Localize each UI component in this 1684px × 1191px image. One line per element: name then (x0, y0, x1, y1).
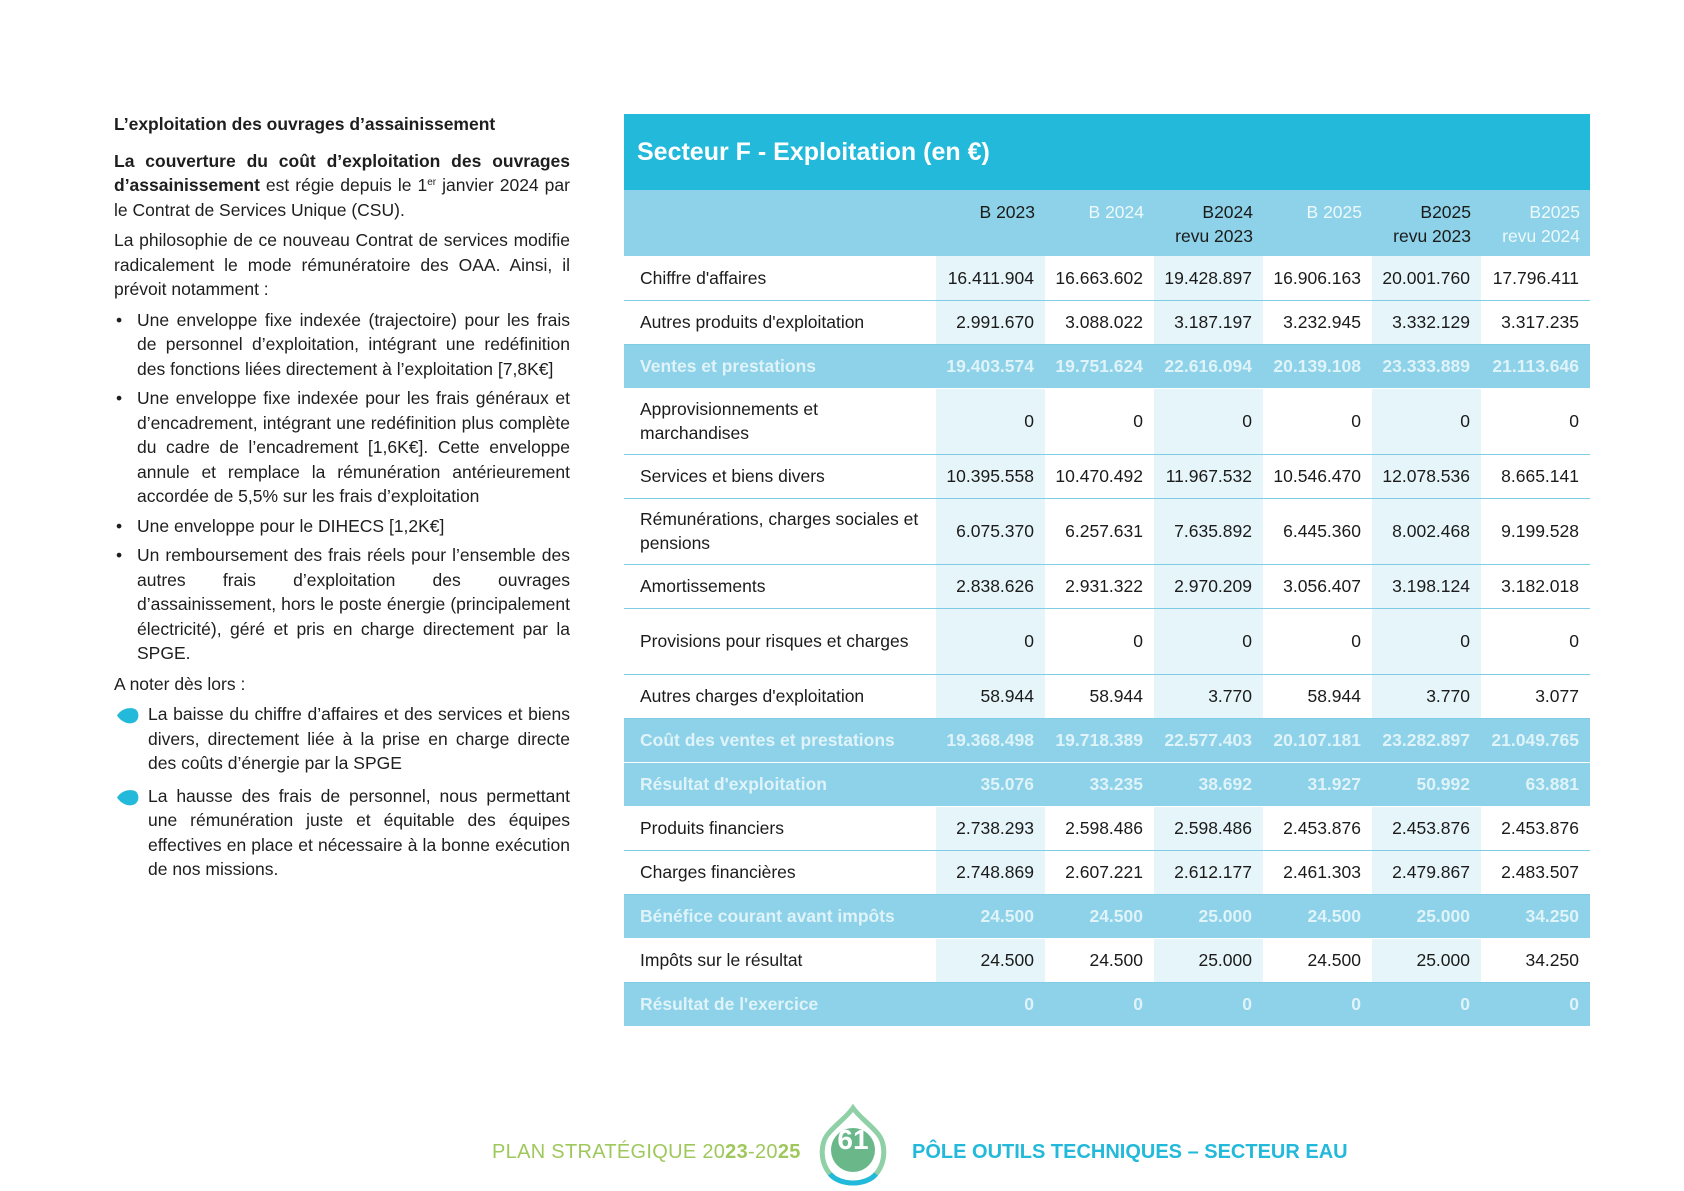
row-label: Bénéfice courant avant impôts (624, 894, 936, 938)
table-cell: 16.906.163 (1263, 256, 1372, 300)
table-total-row (624, 982, 1590, 1026)
column-header: B 2023 (979, 202, 1035, 222)
column-header: B 2024 (1088, 202, 1144, 222)
table-cell: 2.598.486 (1154, 806, 1263, 850)
table-cell: 6.075.370 (936, 498, 1045, 564)
table-cell: 24.500 (1045, 894, 1154, 938)
table-cell: 19.428.897 (1154, 256, 1263, 300)
note-item: La hausse des frais de personnel, nous permettant une rémunération juste et équitable des équipes effectives en place et nécessaire à la bonne exécution de nos missions. (114, 784, 570, 882)
table-cell: 38.692 (1154, 762, 1263, 806)
table-cell: 2.607.221 (1045, 850, 1154, 894)
header-corner (624, 190, 936, 256)
column-header: B 2025 (1306, 202, 1362, 222)
table-cell: 6.445.360 (1263, 498, 1372, 564)
table-cell: 0 (1481, 608, 1590, 674)
table-cell: 2.612.177 (1154, 850, 1263, 894)
table-row (624, 498, 1590, 564)
table-cell: 24.500 (1045, 938, 1154, 982)
table-row (624, 850, 1590, 894)
intro-text-a: est régie depuis le 1 (259, 175, 428, 195)
table-cell: 0 (1263, 388, 1372, 454)
table-cell: 8.665.141 (1481, 454, 1590, 498)
footer-section-title: PÔLE OUTILS TECHNIQUES – SECTEUR EAU (912, 1141, 1348, 1163)
table-cell: 2.748.869 (936, 850, 1045, 894)
table-cell: 0 (936, 608, 1045, 674)
row-label: Coût des ventes et prestations (624, 718, 936, 762)
table-cell: 34.250 (1481, 938, 1590, 982)
list-item: • Une enveloppe fixe indexée (trajectoire) pour les frais de personnel d’exploitation, intégrant une redéfinition des fonctions liées directement à l’exploitation [7,8K€] (116, 309, 570, 379)
table-cell: 0 (1154, 982, 1263, 1026)
row-label: Rémunérations, charges sociales et pensions (624, 498, 936, 564)
section-heading: L’exploitation des ouvrages d’assainissement (114, 114, 496, 134)
table-row (624, 938, 1590, 982)
table-cell: 25.000 (1154, 894, 1263, 938)
table-cell: 19.751.624 (1045, 344, 1154, 388)
table-cell: 6.257.631 (1045, 498, 1154, 564)
row-label: Autres charges d'exploitation (624, 674, 936, 718)
note-intro: A noter dès lors : (114, 673, 246, 694)
table-cell: 0 (1481, 388, 1590, 454)
table-cell: 0 (1263, 982, 1372, 1026)
table-cell: 20.107.181 (1263, 718, 1372, 762)
table-total-row (624, 762, 1590, 806)
table-total-row (624, 894, 1590, 938)
table-cell: 7.635.892 (1154, 498, 1263, 564)
table-cell: 0 (1263, 608, 1372, 674)
table-row (624, 454, 1590, 498)
column-header: B2025 revu 2024 (1502, 202, 1580, 246)
table-cell: 3.232.945 (1263, 300, 1372, 344)
table-cell: 33.235 (1045, 762, 1154, 806)
table-cell: 0 (1045, 608, 1154, 674)
table-cell: 0 (1045, 388, 1154, 454)
footer-plan-title: PLAN STRATÉGIQUE 2023-2025 (492, 1141, 801, 1163)
table-cell: 34.250 (1481, 894, 1590, 938)
left-text-column (114, 112, 570, 890)
table-cell: 3.770 (1154, 674, 1263, 718)
table-total-row (624, 718, 1590, 762)
row-label: Approvisionnements et marchandises (624, 388, 936, 454)
table-row (624, 674, 1590, 718)
table-cell: 20.001.760 (1372, 256, 1481, 300)
table-cell: 2.738.293 (936, 806, 1045, 850)
table-cell: 16.663.602 (1045, 256, 1154, 300)
exploitation-table (624, 190, 1590, 1027)
table-total-row (624, 344, 1590, 388)
row-label: Charges financières (624, 850, 936, 894)
row-label: Ventes et prestations (624, 344, 936, 388)
table-cell: 0 (1372, 608, 1481, 674)
water-drop-icon (116, 707, 140, 724)
intro-paragraph (114, 149, 570, 223)
row-label: Résultat d'exploitation (624, 762, 936, 806)
table-cell: 21.049.765 (1481, 718, 1590, 762)
table-cell: 25.000 (1154, 938, 1263, 982)
table-row (624, 256, 1590, 300)
table-cell: 24.500 (1263, 938, 1372, 982)
row-label: Produits financiers (624, 806, 936, 850)
notes-list (114, 702, 570, 882)
table-cell: 25.000 (1372, 894, 1481, 938)
bullet-icon: • (116, 388, 123, 408)
table-cell: 2.461.303 (1263, 850, 1372, 894)
table-cell: 0 (1372, 982, 1481, 1026)
table-cell: 11.967.532 (1154, 454, 1263, 498)
table-cell: 0 (1481, 982, 1590, 1026)
list-item: • Une enveloppe fixe indexée pour les frais généraux et d’encadrement, intégrant une redéfinition plus complète du cadre de l’encadrement [1,6K€]. Cette enveloppe annule et remplace la rémunération antérieurement accordée de 5,5% sur les frais d’exploitation (116, 388, 570, 506)
table-cell: 2.453.876 (1372, 806, 1481, 850)
table-row (624, 608, 1590, 674)
table-cell: 10.470.492 (1045, 454, 1154, 498)
table-row (624, 388, 1590, 454)
table-cell: 3.077 (1481, 674, 1590, 718)
table-cell: 3.182.018 (1481, 564, 1590, 608)
exploitation-table-panel (624, 114, 1590, 1027)
intro-bold-text: La couverture du coût d’exploitation des ouvrages d’assainissement (114, 150, 570, 195)
row-label: Autres produits d'exploitation (624, 300, 936, 344)
row-label: Services et biens divers (624, 454, 936, 498)
table-cell: 3.198.124 (1372, 564, 1481, 608)
water-drop-icon (116, 789, 140, 806)
table-row (624, 300, 1590, 344)
table-cell: 2.931.322 (1045, 564, 1154, 608)
note-item: La baisse du chiffre d’affaires et des services et biens divers, directement liée à la prise en charge directe des coûts d’énergie par la SPGE (114, 702, 570, 776)
intro-superscript: er (427, 177, 437, 188)
table-cell: 3.317.235 (1481, 300, 1590, 344)
table-cell: 23.282.897 (1372, 718, 1481, 762)
table-cell: 2.598.486 (1045, 806, 1154, 850)
table-cell: 31.927 (1263, 762, 1372, 806)
table-cell: 50.992 (1372, 762, 1481, 806)
row-label: Provisions pour risques et charges (624, 608, 936, 674)
table-cell: 16.411.904 (936, 256, 1045, 300)
row-label: Amortissements (624, 564, 936, 608)
table-cell: 58.944 (1263, 674, 1372, 718)
table-cell: 2.453.876 (1263, 806, 1372, 850)
column-header: B2024 revu 2023 (1175, 202, 1253, 246)
table-cell: 20.139.108 (1263, 344, 1372, 388)
row-label: Impôts sur le résultat (624, 938, 936, 982)
table-cell: 2.991.670 (936, 300, 1045, 344)
table-cell: 8.002.468 (1372, 498, 1481, 564)
table-cell: 25.000 (1372, 938, 1481, 982)
table-cell: 3.088.022 (1045, 300, 1154, 344)
table-row (624, 806, 1590, 850)
row-label: Chiffre d'affaires (624, 256, 936, 300)
table-cell: 63.881 (1481, 762, 1590, 806)
table-cell: 24.500 (936, 938, 1045, 982)
table-cell: 3.056.407 (1263, 564, 1372, 608)
table-cell: 2.479.867 (1372, 850, 1481, 894)
table-cell: 0 (1372, 388, 1481, 454)
table-cell: 19.368.498 (936, 718, 1045, 762)
table-cell: 10.546.470 (1263, 454, 1372, 498)
table-cell: 23.333.889 (1372, 344, 1481, 388)
column-header: B2025 revu 2023 (1393, 202, 1471, 246)
table-cell: 24.500 (936, 894, 1045, 938)
table-cell: 2.838.626 (936, 564, 1045, 608)
table-title: Secteur F - Exploitation (en €) (624, 114, 1590, 190)
table-cell: 0 (1045, 982, 1154, 1026)
bullet-icon: • (116, 309, 123, 330)
table-cell: 21.113.646 (1481, 344, 1590, 388)
list-item: • Un remboursement des frais réels pour l’ensemble des autres frais d’exploitation des ouvrages d’assainissement, hors le poste énergie (principalement électricité), géré et pris en charge directement par la SPGE. (116, 545, 570, 663)
table-cell: 19.403.574 (936, 344, 1045, 388)
page-number: 61 (837, 1124, 869, 1155)
table-cell: 2.970.209 (1154, 564, 1263, 608)
table-cell: 17.796.411 (1481, 256, 1590, 300)
table-cell: 22.616.094 (1154, 344, 1263, 388)
table-cell: 12.078.536 (1372, 454, 1481, 498)
table-cell: 0 (936, 982, 1045, 1026)
table-cell: 19.718.389 (1045, 718, 1154, 762)
intro-text-b: janvier 2024 par le Contrat de Services Unique (CSU). (114, 175, 570, 220)
table-body (624, 256, 1590, 1026)
table-cell: 58.944 (1045, 674, 1154, 718)
table-cell: 2.453.876 (1481, 806, 1590, 850)
table-header-row (624, 190, 1590, 256)
table-cell: 24.500 (1263, 894, 1372, 938)
table-cell: 9.199.528 (1481, 498, 1590, 564)
list-item: • Une enveloppe pour le DIHECS [1,2K€] (114, 514, 570, 539)
table-cell: 22.577.403 (1154, 718, 1263, 762)
table-cell: 3.332.129 (1372, 300, 1481, 344)
philosophy-paragraph: La philosophie de ce nouveau Contrat de services modifie radicalement le mode rémunératoire des OAA. Ainsi, il prévoit notamment : (114, 230, 570, 299)
table-cell: 10.395.558 (936, 454, 1045, 498)
table-cell: 0 (1154, 608, 1263, 674)
table-cell: 2.483.507 (1481, 850, 1590, 894)
table-cell: 58.944 (936, 674, 1045, 718)
bullet-icon: • (116, 515, 123, 536)
table-cell: 3.770 (1372, 674, 1481, 718)
row-label: Résultat de l'exercice (624, 982, 936, 1026)
table-cell: 0 (1154, 388, 1263, 454)
bullet-icon: • (116, 545, 123, 565)
table-cell: 3.187.197 (1154, 300, 1263, 344)
table-cell: 0 (936, 388, 1045, 454)
table-cell: 35.076 (936, 762, 1045, 806)
provisions-list (114, 308, 570, 666)
table-row (624, 564, 1590, 608)
